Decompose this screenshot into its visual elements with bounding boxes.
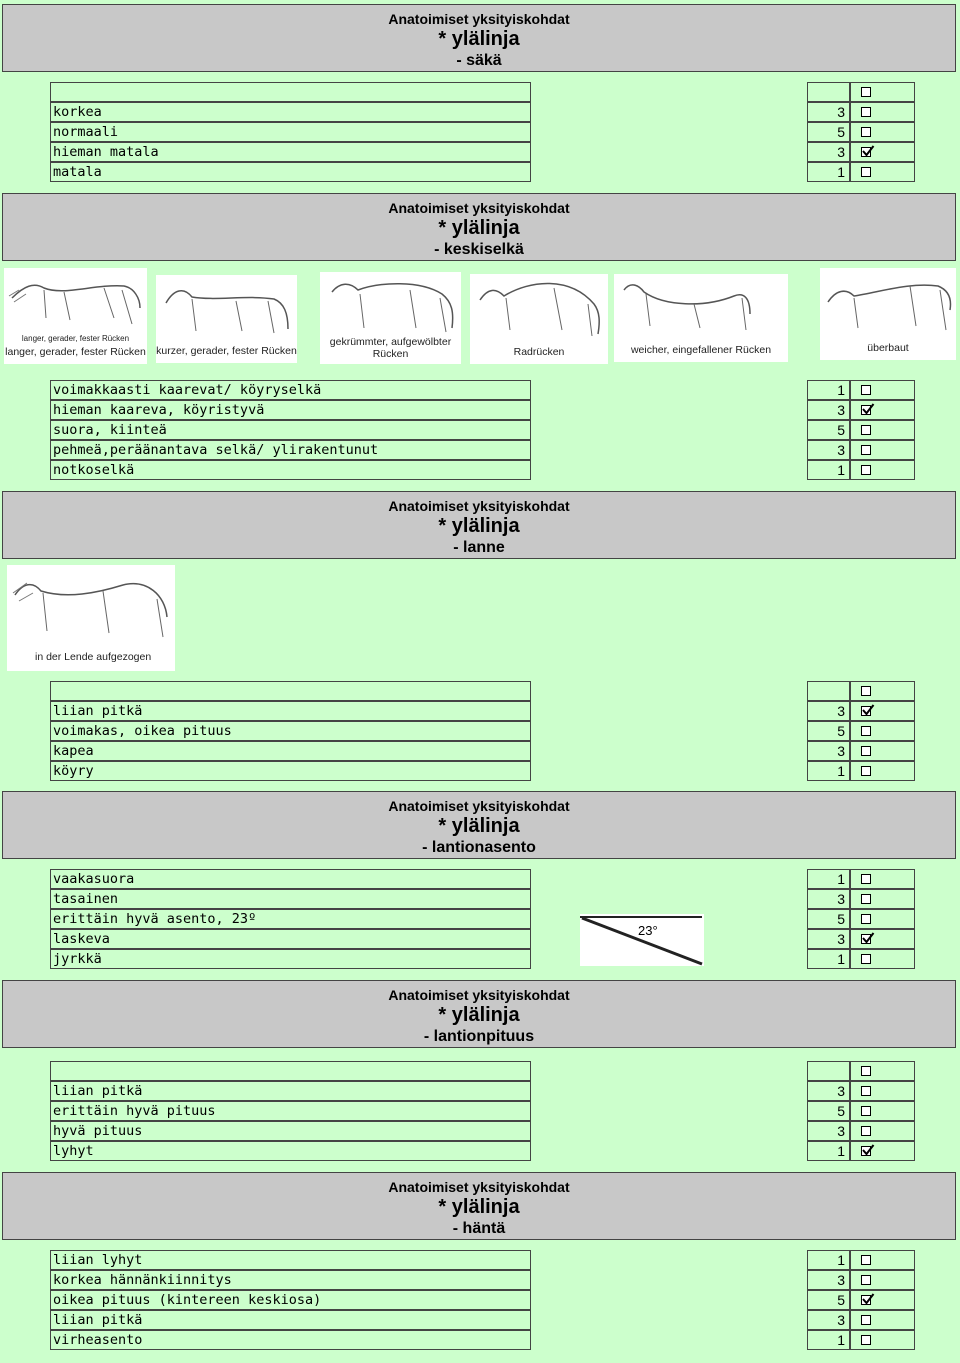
checkbox-cell <box>850 929 915 949</box>
checkbox-unchecked[interactable] <box>861 1335 871 1345</box>
section-header-lanne <box>2 491 956 559</box>
checkbox-checked[interactable] <box>861 147 871 157</box>
score-value: 5 <box>807 1101 850 1121</box>
caption: überbaut <box>867 342 909 354</box>
back-illustration-roach <box>470 274 608 364</box>
score-value: 3 <box>807 741 850 761</box>
rating-row <box>0 1310 960 1330</box>
header-title: Anatoimiset yksityiskohdat <box>388 798 570 814</box>
score-value: 1 <box>807 1330 850 1350</box>
score-value: 3 <box>807 701 850 721</box>
header-title: Anatoimiset yksityiskohdat <box>388 11 570 27</box>
rating-row <box>0 761 960 781</box>
angle-sketch <box>580 914 704 966</box>
checkbox-cell <box>850 1250 915 1270</box>
checkbox-cell <box>850 909 915 929</box>
option-label: liian pitkä <box>50 1310 531 1330</box>
check-icon <box>861 931 875 945</box>
score-value: 5 <box>807 122 850 142</box>
header-topic: - lantionasento <box>422 839 536 856</box>
option-label: kapea <box>50 741 531 761</box>
check-icon <box>861 703 875 717</box>
checkbox-cell <box>850 1290 915 1310</box>
rating-row <box>0 1290 960 1310</box>
checkbox-unchecked[interactable] <box>861 465 871 475</box>
checkbox-unchecked[interactable] <box>861 766 871 776</box>
score-value <box>807 82 850 102</box>
checkbox-cell <box>850 460 915 480</box>
caption: in der Lende aufgezogen <box>35 651 152 663</box>
checkbox-cell <box>850 420 915 440</box>
rating-row <box>0 681 960 701</box>
section-header-lantionpituus <box>2 980 956 1048</box>
score-value: 1 <box>807 162 850 182</box>
checkbox-cell <box>850 1330 915 1350</box>
score-value <box>807 1061 850 1081</box>
checkbox-cell <box>850 122 915 142</box>
rating-row <box>0 909 960 929</box>
checkbox-cell <box>850 1270 915 1290</box>
score-value: 3 <box>807 1081 850 1101</box>
rating-row <box>0 1141 960 1161</box>
checkbox-cell <box>850 400 915 420</box>
rating-row <box>0 1330 960 1350</box>
option-label: matala <box>50 162 531 182</box>
checkbox-checked[interactable] <box>861 706 871 716</box>
check-icon <box>861 1143 875 1157</box>
checkbox-unchecked[interactable] <box>861 686 871 696</box>
caption: langer, gerader, fester Rücken <box>5 346 146 358</box>
checkbox-unchecked[interactable] <box>861 1315 871 1325</box>
header-topic: - häntä <box>452 1220 506 1237</box>
option-label <box>50 1061 531 1081</box>
checkbox-cell <box>850 1081 915 1101</box>
rating-row <box>0 142 960 162</box>
checkbox-cell <box>850 869 915 889</box>
checkbox-cell <box>850 440 915 460</box>
rating-row <box>0 869 960 889</box>
checkbox-cell <box>850 721 915 741</box>
rating-row <box>0 122 960 142</box>
caption: gekrümmter, aufgewölbter Rücken <box>329 336 452 360</box>
checkbox-cell <box>850 949 915 969</box>
score-value: 3 <box>807 1310 850 1330</box>
score-value: 3 <box>807 1270 850 1290</box>
option-label: oikea pituus (kintereen keskiosa) <box>50 1290 531 1310</box>
section-header-keskiselka <box>2 193 956 261</box>
check-icon <box>861 402 875 416</box>
checkbox-unchecked[interactable] <box>861 726 871 736</box>
rating-row <box>0 889 960 909</box>
rating-row <box>0 1270 960 1290</box>
score-value: 1 <box>807 460 850 480</box>
rating-row <box>0 460 960 480</box>
header-topic: - säkä <box>456 52 502 69</box>
rating-row <box>0 949 960 969</box>
rating-row <box>0 1061 960 1081</box>
checkbox-unchecked[interactable] <box>861 914 871 924</box>
header-title: Anatoimiset yksityiskohdat <box>388 200 570 216</box>
rating-row <box>0 701 960 721</box>
score-value <box>807 681 850 701</box>
rating-row <box>0 102 960 122</box>
score-value: 1 <box>807 949 850 969</box>
score-value: 1 <box>807 1141 850 1161</box>
score-value: 1 <box>807 869 850 889</box>
checkbox-checked[interactable] <box>861 1295 871 1305</box>
option-label: notkoselkä <box>50 460 531 480</box>
checkbox-cell <box>850 142 915 162</box>
score-value: 1 <box>807 380 850 400</box>
checkbox-unchecked[interactable] <box>861 385 871 395</box>
checkbox-cell <box>850 102 915 122</box>
checkbox-unchecked[interactable] <box>861 894 871 904</box>
rating-row <box>0 162 960 182</box>
caption: weicher, eingefallener Rücken <box>630 344 772 356</box>
section-header-saka <box>2 4 956 72</box>
header-topic: - keskiselkä <box>434 241 524 258</box>
checkbox-cell <box>850 761 915 781</box>
score-value: 3 <box>807 889 850 909</box>
checkbox-cell <box>850 162 915 182</box>
checkbox-unchecked[interactable] <box>861 167 871 177</box>
option-label: tasainen <box>50 889 531 909</box>
rating-row <box>0 1121 960 1141</box>
checkbox-cell <box>850 701 915 721</box>
checkbox-unchecked[interactable] <box>861 127 871 137</box>
caption-small: langer, gerader, fester Rücken <box>21 334 130 343</box>
checkbox-unchecked[interactable] <box>861 1106 871 1116</box>
score-value: 5 <box>807 1290 850 1310</box>
rating-row <box>0 929 960 949</box>
score-value: 5 <box>807 721 850 741</box>
checkbox-unchecked[interactable] <box>861 1126 871 1136</box>
option-label: vaakasuora <box>50 869 531 889</box>
rating-row <box>0 400 960 420</box>
header-title: Anatoimiset yksityiskohdat <box>388 498 570 514</box>
checkbox-cell <box>850 889 915 909</box>
header-title: Anatoimiset yksityiskohdat <box>388 1179 570 1195</box>
section-header-lantionasento <box>2 791 956 859</box>
option-label: voimakas, oikea pituus <box>50 721 531 741</box>
rating-row <box>0 1250 960 1270</box>
score-value: 3 <box>807 1121 850 1141</box>
option-label: voimakkaasti kaarevat/ köyryselkä <box>50 380 531 400</box>
header-subtitle: * ylälinja <box>438 1004 520 1026</box>
rating-row <box>0 721 960 741</box>
option-label: virheasento <box>50 1330 531 1350</box>
checkbox-cell <box>850 1141 915 1161</box>
option-label: normaali <box>50 122 531 142</box>
option-label: korkea <box>50 102 531 122</box>
checkbox-unchecked[interactable] <box>861 1255 871 1265</box>
rating-row <box>0 380 960 400</box>
header-topic: - lanne <box>453 539 505 556</box>
option-label <box>50 82 531 102</box>
checkbox-checked[interactable] <box>861 934 871 944</box>
header-subtitle: * ylälinja <box>438 28 520 50</box>
section-header-hanta <box>2 1172 956 1240</box>
checkbox-cell <box>850 1101 915 1121</box>
option-label: laskeva <box>50 929 531 949</box>
option-label: pehmeä,peräänantava selkä/ ylirakentunut <box>50 440 531 460</box>
checkbox-cell <box>850 681 915 701</box>
option-label: liian pitkä <box>50 701 531 721</box>
header-subtitle: * ylälinja <box>438 815 520 837</box>
rating-row <box>0 1081 960 1101</box>
checkbox-unchecked[interactable] <box>861 107 871 117</box>
header-title: Anatoimiset yksityiskohdat <box>388 987 570 1003</box>
rating-row <box>0 1101 960 1121</box>
checkbox-checked[interactable] <box>861 405 871 415</box>
angle-label: 23° <box>638 923 658 938</box>
score-value: 1 <box>807 1250 850 1270</box>
option-label: erittäin hyvä pituus <box>50 1101 531 1121</box>
back-illustration-arched <box>320 272 461 364</box>
checkbox-unchecked[interactable] <box>861 1086 871 1096</box>
checkbox-unchecked[interactable] <box>861 445 871 455</box>
loin-illustration <box>7 565 175 671</box>
pelvis-angle-diagram <box>580 914 704 966</box>
rating-row <box>0 440 960 460</box>
option-label: erittäin hyvä asento, 23º <box>50 909 531 929</box>
score-value: 3 <box>807 400 850 420</box>
checkbox-cell <box>850 1061 915 1081</box>
score-value: 5 <box>807 420 850 440</box>
checkbox-cell <box>850 380 915 400</box>
option-label: hieman kaareva, köyristyvä <box>50 400 531 420</box>
caption: Radrücken <box>513 346 565 358</box>
option-label: jyrkkä <box>50 949 531 969</box>
option-label: liian pitkä <box>50 1081 531 1101</box>
back-illustration-overbuilt <box>820 268 956 360</box>
checkbox-unchecked[interactable] <box>861 87 871 97</box>
header-subtitle: * ylälinja <box>438 1196 520 1218</box>
checkbox-unchecked[interactable] <box>861 425 871 435</box>
score-value: 3 <box>807 102 850 122</box>
back-illustration-long-straight <box>4 268 147 364</box>
checkbox-cell <box>850 82 915 102</box>
checkbox-unchecked[interactable] <box>861 1066 871 1076</box>
score-value: 3 <box>807 440 850 460</box>
rating-row <box>0 741 960 761</box>
option-label: lyhyt <box>50 1141 531 1161</box>
checkbox-unchecked[interactable] <box>861 746 871 756</box>
caption: kurzer, gerader, fester Rücken <box>156 345 297 357</box>
header-subtitle: * ylälinja <box>438 515 520 537</box>
checkbox-unchecked[interactable] <box>861 954 871 964</box>
checkbox-cell <box>850 741 915 761</box>
checkbox-cell <box>850 1121 915 1141</box>
checkbox-checked[interactable] <box>861 1146 871 1156</box>
rating-row <box>0 420 960 440</box>
checkbox-unchecked[interactable] <box>861 1275 871 1285</box>
score-value: 3 <box>807 142 850 162</box>
option-label: hieman matala <box>50 142 531 162</box>
checkbox-unchecked[interactable] <box>861 874 871 884</box>
option-label: hyvä pituus <box>50 1121 531 1141</box>
header-topic: - lantionpituus <box>423 1028 535 1045</box>
check-icon <box>861 1292 875 1306</box>
score-value: 5 <box>807 909 850 929</box>
option-label: liian lyhyt <box>50 1250 531 1270</box>
back-illustration-short-straight <box>156 275 297 363</box>
option-label <box>50 681 531 701</box>
header-subtitle: * ylälinja <box>438 217 520 239</box>
checkbox-cell <box>850 1310 915 1330</box>
rating-row <box>0 82 960 102</box>
back-illustration-soft-sagging <box>614 274 788 362</box>
score-value: 3 <box>807 929 850 949</box>
option-label: korkea hännänkiinnitys <box>50 1270 531 1290</box>
option-label: köyry <box>50 761 531 781</box>
check-icon <box>861 144 875 158</box>
score-value: 1 <box>807 761 850 781</box>
option-label: suora, kiinteä <box>50 420 531 440</box>
